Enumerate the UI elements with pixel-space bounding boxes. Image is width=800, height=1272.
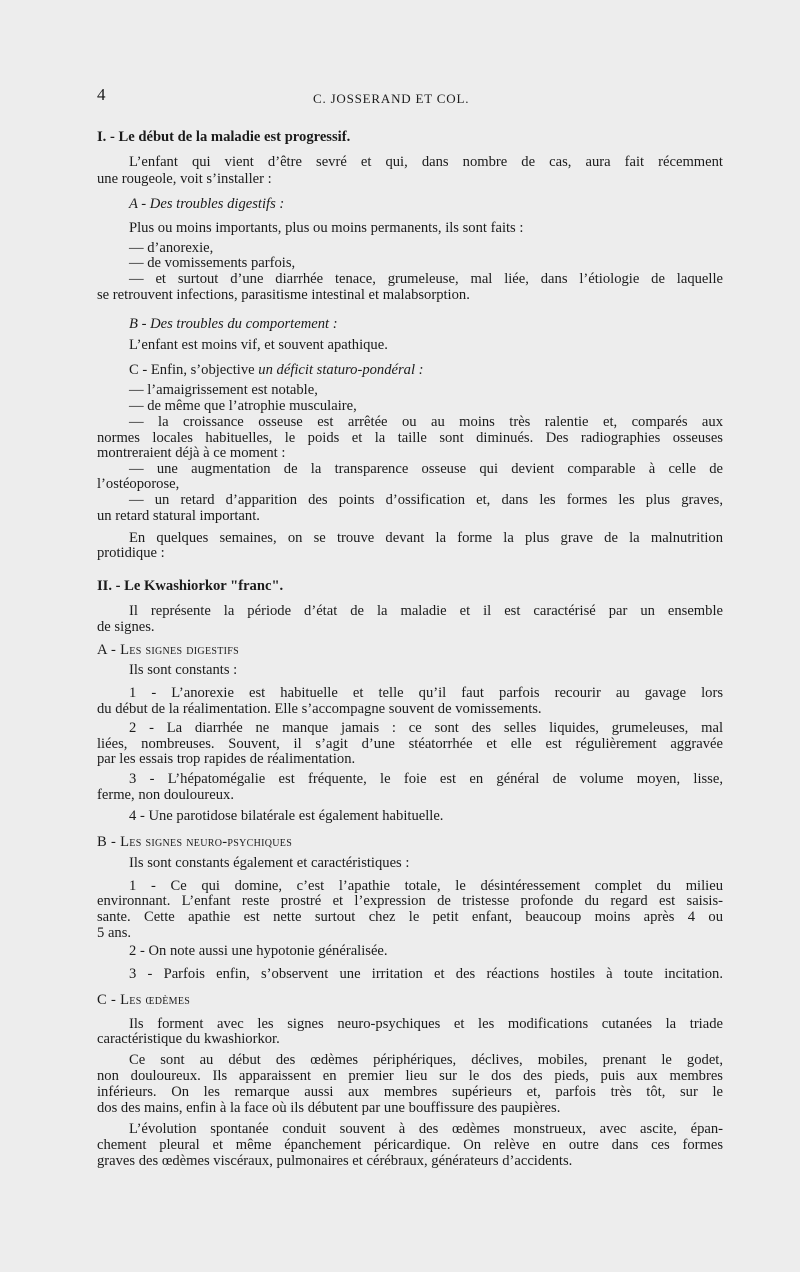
subsection-a-title: A - Des troubles digestifs : — [129, 196, 285, 212]
section-1-heading: I. - Le début de la maladie est progressif. — [97, 129, 351, 145]
page-number: 4 — [97, 85, 106, 104]
list-item: — l’amaigrissement est notable, — [129, 382, 318, 398]
paragraph-line: de signes. — [97, 619, 155, 635]
subsection-c-title: C - Les œdèmes — [97, 992, 191, 1008]
list-item: 2 - On note aussi une hypotonie généralisée. — [129, 943, 388, 959]
list-item: 1 - Ce qui domine, c’est l’apathie totale, le désintéressement complet du milieu — [129, 878, 723, 894]
section-2-heading: II. - Le Kwashiorkor "franc". — [97, 578, 284, 594]
subsection-c-title — [129, 362, 755, 379]
paragraph-line: ferme, non douloureux. — [97, 787, 234, 803]
list-item: — d’anorexie, — [129, 240, 214, 256]
subsection-a-title: A - Les signes digestifs — [97, 642, 239, 658]
paragraph-line: un retard statural important. — [97, 508, 260, 524]
paragraph-line: caractéristique du kwashiorkor. — [97, 1031, 280, 1047]
paragraph-line: montreraient déjà à ce moment : — [97, 445, 286, 461]
paragraph-line: non douloureux. Ils apparaissent en premier lieu sur le dos des pieds, puis aux membres — [97, 1068, 723, 1084]
paragraph-line: graves des œdèmes viscéraux, pulmonaires et cérébraux, générateurs d’accidents. — [97, 1153, 573, 1169]
list-item: 2 - La diarrhée ne manque jamais : ce sont des selles liquides, grumeleuses, mal — [129, 720, 723, 736]
subsection-c-italic: un déficit staturo-pondéral : — [258, 362, 424, 378]
paragraph-line: Ils sont constants également et caractéristiques : — [129, 855, 410, 871]
paragraph-line: se retrouvent infections, parasitisme intestinal et malabsorption. — [97, 287, 470, 303]
running-title: C. JOSSERAND ET COL. — [313, 91, 470, 106]
list-item: 3 - Parfois enfin, s’observent une irritation et des réactions hostiles à toute incitation. — [129, 966, 723, 982]
paragraph-line: Ils sont constants : — [129, 662, 238, 678]
paragraph-line: Ce sont au début des œdèmes périphériques, déclives, mobiles, prenant le godet, — [129, 1052, 723, 1068]
paragraph-line: dos des mains, enfin à la face où ils débutent par une bouffissure des paupières. — [97, 1100, 561, 1116]
list-item: — une augmentation de la transparence osseuse qui devient comparable à celle de — [129, 461, 723, 477]
list-item: — de même que l’atrophie musculaire, — [129, 398, 357, 414]
subsection-c-lead: C - Enfin, s’objective — [129, 362, 259, 378]
paragraph-line: environnant. L’enfant reste prostré et l’expression de tristesse profonde du regard est saisis- — [97, 893, 723, 909]
paragraph-line: sante. Cette apathie est nette surtout chez le petit enfant, beaucoup moins après 4 ou — [97, 909, 723, 925]
list-item: 3 - L’hépatomégalie est fréquente, le foie est en général de volume moyen, lisse, — [129, 771, 723, 787]
subsection-b-title: B - Les signes neuro-psychiques — [97, 834, 293, 850]
subsection-b-title: B - Des troubles du comportement : — [129, 316, 338, 332]
paragraph-line: par les essais trop rapides de réalimentation. — [97, 751, 356, 767]
paragraph-line: En quelques semaines, on se trouve devant la forme la plus grave de la malnutrition — [129, 530, 723, 546]
paragraph-line: du début de la réalimentation. Elle s’accompagne souvent de vomissements. — [97, 701, 542, 717]
list-item: — la croissance osseuse est arrêtée ou au moins très ralentie et, comparés aux — [129, 414, 723, 430]
paragraph-line: Il représente la période d’état de la maladie et il est caractérisé par un ensemble — [129, 603, 723, 619]
paragraph-line: une rougeole, voit s’installer : — [97, 171, 272, 187]
paragraph-line: L’enfant est moins vif, et souvent apathique. — [129, 337, 388, 353]
paragraph-line: l’ostéoporose, — [97, 476, 180, 492]
list-item: — et surtout d’une diarrhée tenace, grumeleuse, mal liée, dans l’étiologie de laquelle — [129, 271, 723, 287]
paragraph-line: chement pleural et même épanchement péricardique. On relève en outre dans ces formes — [97, 1137, 723, 1153]
paragraph-line: liées, nombreuses. Souvent, il s’agit d’une stéatorrhée et elle est régulièrement aggravée — [97, 736, 723, 752]
paragraph-line: normes locales habituelles, le poids et la taille sont diminués. Des radiographies osseuses — [97, 430, 723, 446]
paragraph-line: protidique : — [97, 545, 165, 561]
list-item: — un retard d’apparition des points d’ossification et, dans les formes les plus graves, — [129, 492, 723, 508]
list-item: 1 - L’anorexie est habituelle et telle qu’il faut parfois recourir au gavage lors — [129, 685, 723, 701]
list-item: 4 - Une parotidose bilatérale est également habituelle. — [129, 808, 444, 824]
paragraph-line: 5 ans. — [97, 925, 132, 941]
paragraph-line: Plus ou moins importants, plus ou moins permanents, ils sont faits : — [129, 220, 524, 236]
paragraph-line: inférieurs. On les remarque aussi aux membres supérieurs et, parfois très tôt, sur le — [97, 1084, 723, 1100]
list-item: — de vomissements parfois, — [129, 255, 296, 271]
paragraph-line: L’enfant qui vient d’être sevré et qui, dans nombre de cas, aura fait récemment — [129, 154, 723, 170]
paragraph-line: L’évolution spontanée conduit souvent à des œdèmes monstrueux, avec ascite, épan- — [129, 1121, 723, 1137]
paragraph-line: Ils forment avec les signes neuro-psychiques et les modifications cutanées la triade — [129, 1016, 723, 1032]
